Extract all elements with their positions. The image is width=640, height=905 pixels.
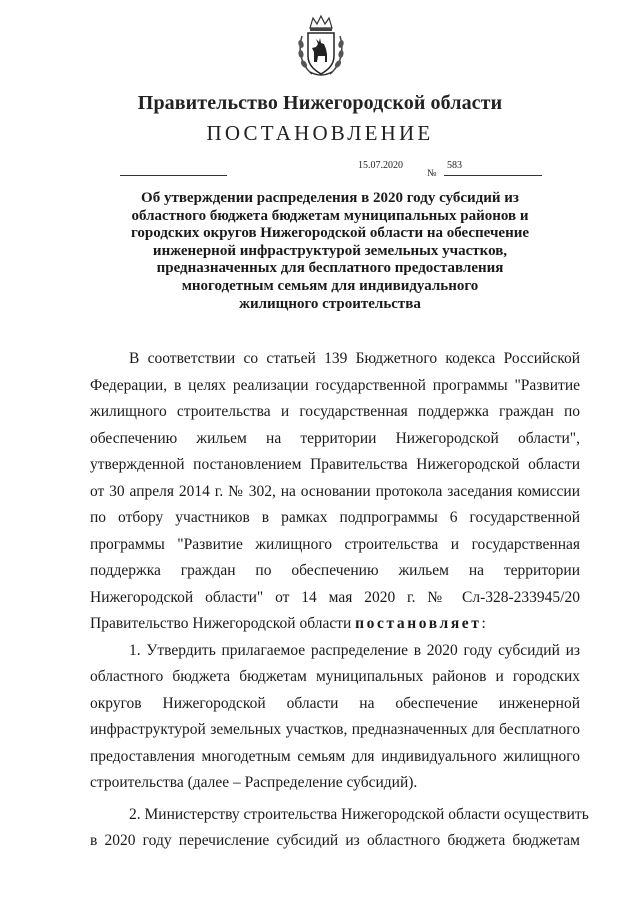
signature-line-left (120, 175, 227, 176)
resolution-prefix: Правительство Нижегородской области (90, 615, 356, 632)
body-line: утвержденной постановлением Правительства Нижегородской области (90, 456, 580, 473)
number-underline (444, 175, 542, 176)
resolution-word: постановляет (355, 615, 482, 632)
subject-line: областного бюджета бюджетам муниципальных районов и (131, 207, 529, 224)
body-line: Федерации, в целях реализации государственной программы "Развитие (90, 376, 580, 394)
subject-line: предназначенных для бесплатного предоставления (156, 260, 504, 277)
body-line: Нижегородской области" от 14 мая 2020 г. № Сл-328-233945/20 (90, 588, 580, 606)
subject-line: городских округов Нижегородской области на обеспечение (130, 225, 530, 242)
subject-line: инженерной инфраструктурой земельных участков, (152, 242, 508, 259)
government-name: Правительство Нижегородской области (137, 92, 503, 114)
document-number: 583 (447, 160, 462, 171)
body-line: программы "Развитие жилищного строительства и государственная (90, 535, 580, 553)
body-line: областного бюджета бюджетам муниципальных районов и городских (90, 668, 580, 685)
document-date: 15.07.2020 (358, 160, 403, 171)
body-line: 2. Министерству строительства Нижегородской области осуществить (129, 805, 589, 823)
body-line: округов Нижегородской области на обеспечение инженерной (90, 694, 580, 712)
body-line: строительства (далее – Распределение субсидий). (90, 774, 418, 791)
body-line: по отбору участников в рамках подпрограммы 6 государственной (90, 509, 580, 526)
document-body (90, 346, 589, 855)
body-line: от 30 апреля 2014 г. № 302, на основании протокола заседания комиссии (90, 482, 580, 500)
document-type: ПОСТАНОВЛЕНИЕ (206, 121, 434, 145)
paragraph-preamble (90, 346, 580, 638)
body-line-resolution (90, 611, 580, 638)
number-sign: № (427, 168, 437, 179)
nizhny-novgorod-coat-of-arms-icon (296, 14, 346, 80)
paragraph-item-1 (90, 638, 580, 797)
body-line: поддержка граждан по обеспечению жильем на территории (90, 562, 580, 579)
body-line: жилищного строительства и государственная поддержка граждан по (90, 403, 580, 420)
body-line: предоставления многодетным семьям для индивидуального жилищного (90, 747, 580, 765)
body-line: В соответствии со статьей 139 Бюджетного кодекса Российской (129, 350, 580, 367)
document-subject (120, 190, 540, 313)
subject-line: многодетным семьям для индивидуального (181, 277, 479, 294)
body-line: в 2020 году перечисление субсидий из областного бюджета бюджетам (90, 832, 580, 849)
paragraph-item-2 (90, 802, 589, 855)
body-line: 1. Утвердить прилагаемое распределение в 2020 году субсидий из (129, 641, 580, 659)
subject-line: жилищного строительства (239, 295, 421, 312)
subject-line: Об утверждении распределения в 2020 году субсидий из (141, 190, 519, 206)
body-line: обеспечению жильем на территории Нижегородской области", (90, 429, 580, 447)
body-line: инфраструктурой земельных участков, предназначенных для бесплатного (90, 721, 580, 738)
resolution-suffix: : (481, 615, 486, 632)
